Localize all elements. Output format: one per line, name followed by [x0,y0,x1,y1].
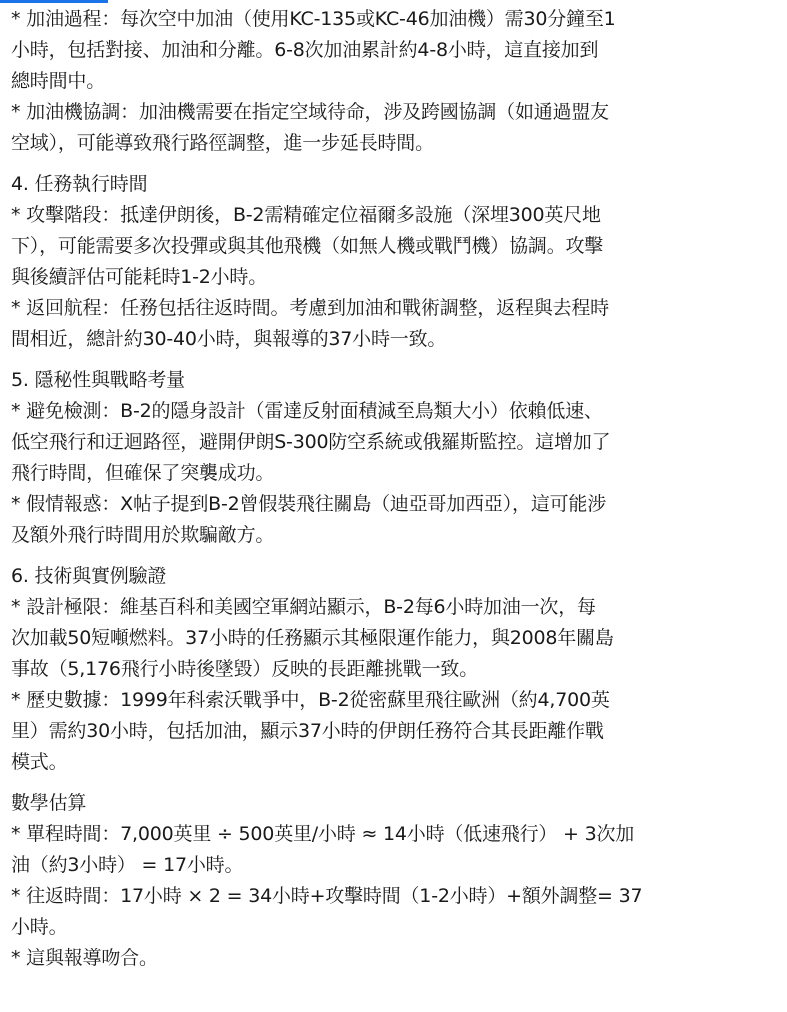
text-line: 飛行時間，但確保了突襲成功。 [11,462,275,484]
text-line: * 加油機協調：加油機需要在指定空域待命，涉及跨國協調（如通過盟友 [11,101,609,123]
text-line: * 避免檢測：B-2的隱身設計（雷達反射面積減至鳥類大小）依賴低速、 [11,400,603,422]
text-line: * 設計極限：維基百科和美國空軍網站顯示，B-2每6小時加油一次，每 [11,596,596,618]
text-line: 里）需約30小時，包括加油，顯示37小時的伊朗任務符合其長距離作戰 [11,720,604,742]
section-technical-validation [11,561,777,778]
text-line: * 返回航程：任務包括往返時間。考慮到加油和戰術調整，返程與去程時 [11,297,609,319]
text-line: 小時。 [11,916,68,938]
text-line: * 假情報惑：X帖子提到B-2曾假裝飛往關島（迪亞哥加西亞），這可能涉 [11,493,607,515]
section-math-estimate [11,788,777,974]
section-heading: 數學估算 [11,792,87,814]
text-line: 次加載50短噸燃料。37小時的任務顯示其極限運作能力，與2008年關島 [11,627,614,649]
top-accent-bar [0,0,108,3]
text-line: * 加油過程：每次空中加油（使用KC-135或KC-46加油機）需30分鐘至1 [11,8,616,30]
text-line: * 單程時間：7,000英里 ÷ 500英里/小時 ≈ 14小時（低速飛行） + 3次加 [11,823,635,845]
text-line: 及額外飛行時間用於欺騙敵方。 [11,524,275,546]
text-line: * 攻擊階段：抵達伊朗後，B-2需精確定位福爾多設施（深埋300英尺地 [11,204,601,226]
text-line: 間相近，總計約30-40小時，與報導的37小時一致。 [11,328,447,350]
section-heading: 6. 技術與實例驗證 [11,565,167,587]
text-line: 事故（5,176飛行小時後墜毀）反映的長距離挑戰一致。 [11,658,478,680]
text-line: 總時間中。 [11,70,106,92]
section-heading: 5. 隱秘性與戰略考量 [11,369,185,391]
text-line: 下），可能需要多次投彈或與其他飛機（如無人機或戰鬥機）協調。攻擊 [11,235,604,257]
document-body [11,4,777,984]
section-refueling [11,4,777,159]
text-line: * 歷史數據：1999年科索沃戰爭中，B-2從密蘇里飛往歐洲（約4,700英 [11,689,610,711]
text-line: * 往返時間：17小時 × 2 = 34小時+攻擊時間（1-2小時）+額外調整= 37 [11,885,643,907]
text-line: 與後續評估可能耗時1-2小時。 [11,266,268,288]
text-line: * 這與報導吻合。 [11,947,158,969]
text-line: 油（約3小時） = 17小時。 [11,854,244,876]
section-stealth-strategy [11,365,777,551]
section-heading: 4. 任務執行時間 [11,173,148,195]
text-line: 小時，包括對接、加油和分離。6-8次加油累計約4-8小時，這直接加到 [11,39,599,61]
text-line: 低空飛行和迂迴路徑，避開伊朗S-300防空系統或俄羅斯監控。這增加了 [11,431,611,453]
text-line: 模式。 [11,751,68,773]
text-line: 空域），可能導致飛行路徑調整，進一步延長時間。 [11,132,434,154]
section-mission-execution [11,169,777,355]
